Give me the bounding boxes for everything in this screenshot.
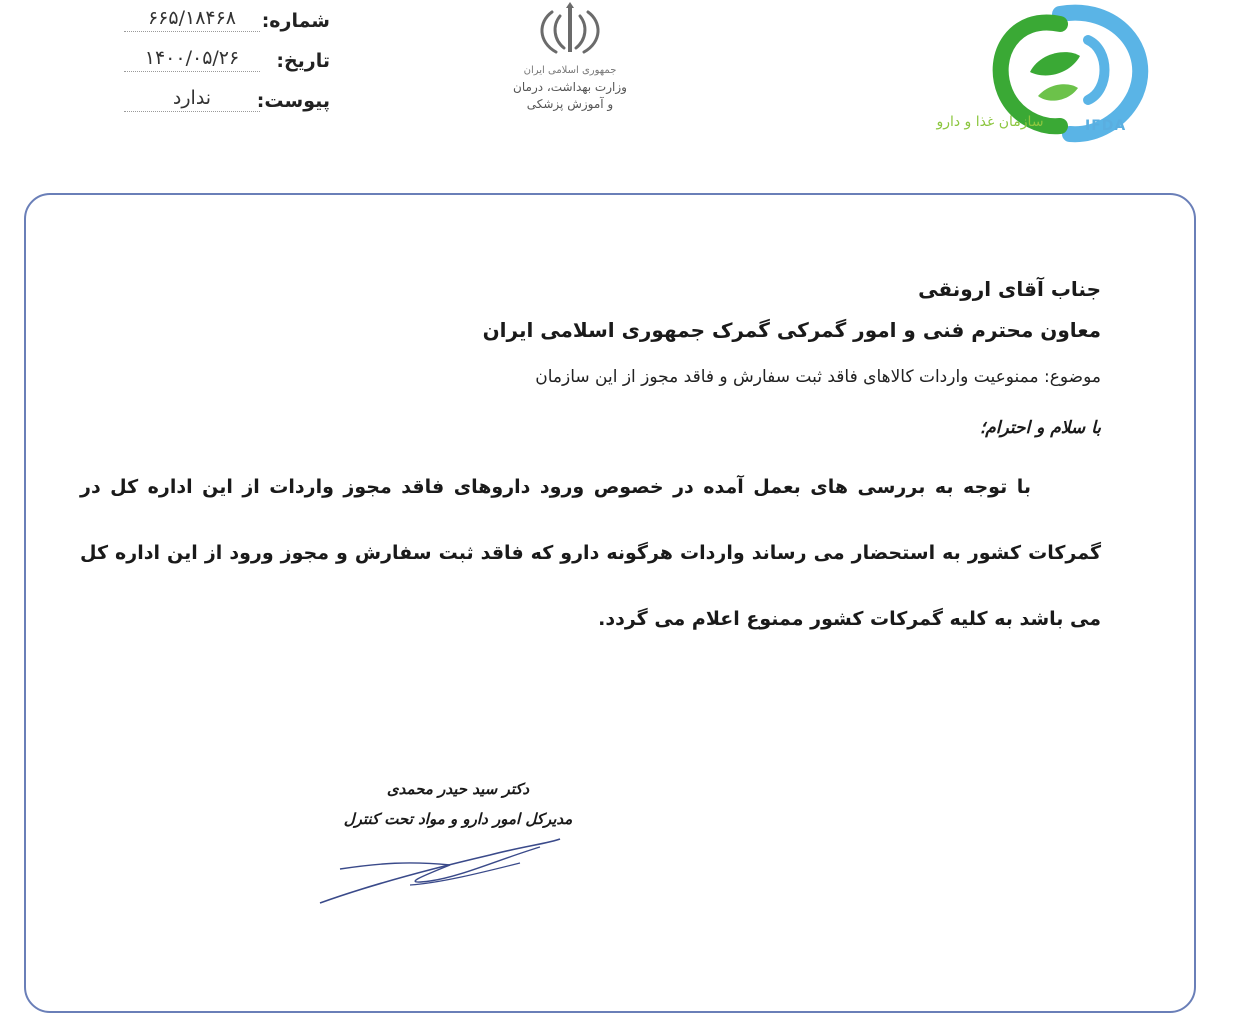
letter-paragraph: با توجه به بررسی های بعمل آمده در خصوص ورود داروهای فاقد مجوز واردات از این اداره کل در گمرکات کشور به استحضار می رساند واردات هرگونه دارو که فاقد ثبت سفارش و مجوز ورود از این اداره کل می باشد به کلیه گمرکات کشور ممنوع اعلام می گردد. [80,476,1101,630]
number-label: شماره: [261,10,330,32]
salutation: با سلام و احترام؛ [979,418,1101,438]
fda-script-text: سازمان غذا و دارو [936,114,1044,130]
date-value: ۱۴۰۰/۰۵/۲۶ [124,47,260,72]
emblem-icon [530,0,610,62]
signature-block [318,780,598,828]
reference-block [120,0,330,112]
handwritten-signature-icon [310,825,570,915]
letter-subject: موضوع: ممنوعیت واردات کالاهای فاقد ثبت سفارش و فاقد مجوز از این سازمان [535,367,1101,387]
attachment-row [120,72,330,112]
number-row [120,0,330,32]
recipient-title: معاون محترم فنی و امور گمرکی گمرک جمهوری اسلامی ایران [482,318,1101,342]
attachment-value: ندارد [124,87,260,112]
signatory-name: دکتر سید حیدر محمدی [386,780,530,798]
number-value: ۶۶۵/۱۸۴۶۸ [124,7,260,32]
recipient-name: جناب آقای ارونقی [918,277,1101,301]
attachment-label: پیوست: [256,90,330,112]
fda-brand-text: IFDA [1085,118,1127,134]
ministry-line-1: جمهوری اسلامی ایران [523,65,617,76]
ministry-line-3: و آموزش پزشکی [526,97,614,111]
date-label: تاریخ: [276,50,330,72]
ministry-line-2: وزارت بهداشت، درمان [513,80,627,94]
letter-body [80,270,1101,652]
date-row [120,32,330,72]
ministry-header [470,0,670,113]
signatory-title: مدیرکل امور دارو و مواد تحت کنترل [343,810,573,828]
